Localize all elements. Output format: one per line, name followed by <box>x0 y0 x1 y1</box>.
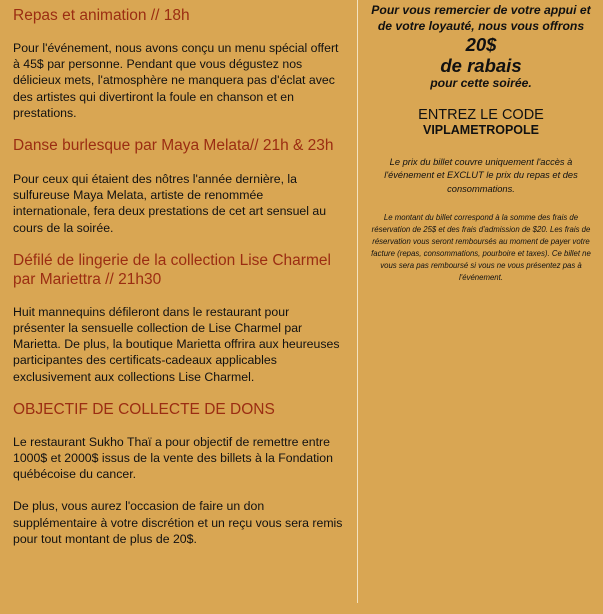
event-program <box>13 6 343 547</box>
promo-discount: de rabais <box>440 55 522 76</box>
promo-code: VIPLAMETROPOLE <box>423 122 539 137</box>
promo-outro: pour cette soirée. <box>430 76 532 90</box>
section-text-dinner: Pour l'événement, nous avons conçu un menu spécial offert à 45$ par personne. Pendant que vous dégustez nos délicieux mets, l'atmosphère ne manquera pas d'éclat avec des artistes qui divertiront la foule en chanson et en prestations. <box>13 41 339 120</box>
section-heading-fundraising: OBJECTIF DE COLLECTE DE DONS <box>13 400 275 418</box>
section-heading-lingerie: Défilé de lingerie de la collection Lise Charmel par Mariettra // 21h30 <box>13 251 331 288</box>
promo-sidebar <box>366 0 596 284</box>
section-heading-dinner: Repas et animation // 18h <box>13 7 190 24</box>
section-text-fundraising-goal: Le restaurant Sukho Thaï a pour objectif de remettre entre 1000$ et 2000$ issus de la vente des billets à la Fondation québécoise du cancer. <box>13 434 333 482</box>
promo-amount: 20$ <box>465 34 497 55</box>
section-text-lingerie: Huit mannequins défileront dans le restaurant pour présenter la sensuelle collection de Lise Charmel par Marietta. De plus, la boutique Marietta offrira aux heureuses participantes des certificats-cadeaux applicables exclusivement aux collections Lise Charmel. <box>13 304 340 384</box>
ticket-fees-note: Le montant du billet correspond à la somme des frais de réservation de 25$ et des frais d'admission de $20. Les frais de réservation vous seront remboursés au moment de payer votre facture (repas, consommations, pourboire et taxes). Ce billet ne vous sera pas remboursé si vous ne vous présentez pas à l'événement. <box>371 213 591 282</box>
section-heading-burlesque: Danse burlesque par Maya Melata// 21h & 23h <box>13 137 334 155</box>
section-text-fundraising-donation: De plus, vous aurez l'occasion de faire un don supplémentaire à votre discrétion et un reçu vous sera remis pour tout montant de plus de 20$. <box>13 499 343 546</box>
column-divider <box>357 0 358 603</box>
section-text-burlesque: Pour ceux qui étaient des nôtres l'année dernière, la sulfureuse Maya Melata, artiste de renommée internationale, fera deux prestations de cet art sensuel au cours de la soirée. <box>13 172 327 235</box>
promo-intro: Pour vous remercier de votre appui et de votre loyauté, nous vous offrons <box>371 3 591 33</box>
promo-code-label: ENTREZ LE CODE <box>418 106 544 123</box>
ticket-price-note: Le prix du billet couvre uniquement l'accès à l'événement et EXCLUT le prix du repas et des consommations. <box>384 156 578 194</box>
